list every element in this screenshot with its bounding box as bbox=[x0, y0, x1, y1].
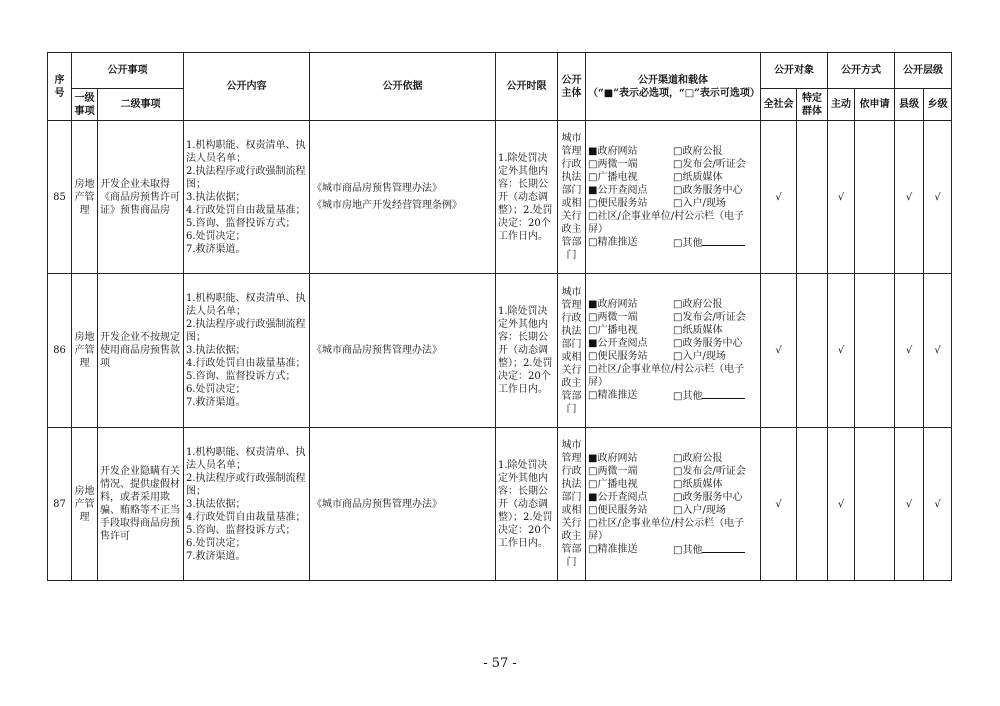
header-method-active: 主动 bbox=[828, 89, 855, 121]
content-line: 2.执法程序或行政强制流程图； bbox=[186, 319, 306, 343]
header-content: 公开内容 bbox=[184, 53, 310, 121]
row-level2: 开发企业不按规定使用商品房预售款项 bbox=[98, 274, 184, 428]
header-level2: 二级事项 bbox=[98, 89, 184, 121]
channel-option: □入户/现场 bbox=[673, 197, 726, 209]
content-line: 7.救济渠道。 bbox=[186, 550, 246, 562]
channel-other bbox=[673, 389, 758, 403]
header-method-request: 依申请 bbox=[855, 89, 895, 121]
content-line: 3.执法依据； bbox=[186, 498, 246, 510]
content-line: 6.处罚决定； bbox=[186, 537, 246, 549]
row-level1: 房地产管理 bbox=[72, 274, 98, 428]
table-row bbox=[48, 274, 952, 428]
content-line: 4.行政处罚自由裁量基准； bbox=[186, 511, 306, 523]
header-level: 公开层级 bbox=[895, 53, 952, 89]
content-line: 3.执法依据； bbox=[186, 191, 246, 203]
channel-other-label: □其他 bbox=[673, 391, 703, 402]
row-subject: 城市管理行政执法部门或相关行政主管部门 bbox=[558, 121, 586, 274]
channel-option: □发布会/听证会 bbox=[673, 465, 746, 477]
channel-option: □便民服务站 bbox=[588, 197, 648, 209]
channel-option: □两微一端 bbox=[588, 158, 638, 170]
channel-option: □广播电视 bbox=[588, 171, 638, 183]
content-line: 7.救济渠道。 bbox=[186, 397, 246, 408]
row-seq: 87 bbox=[48, 428, 72, 581]
content-line: 5.咨询、监督投诉方式； bbox=[186, 524, 296, 536]
row-subject: 城市管理行政执法部门或相关行政主管部门 bbox=[558, 274, 586, 428]
channel-option: □政务服务中心 bbox=[673, 491, 743, 503]
row-level-county: √ bbox=[895, 274, 924, 428]
channel-other-label: □其他 bbox=[673, 237, 703, 249]
row-basis bbox=[310, 121, 496, 274]
row-level-town: √ bbox=[924, 428, 952, 581]
channel-option: □政务服务中心 bbox=[673, 338, 743, 349]
row-method-active: √ bbox=[828, 274, 855, 428]
header-channel bbox=[586, 53, 761, 121]
table-row bbox=[48, 428, 952, 581]
channel-option: □两微一端 bbox=[588, 465, 638, 477]
row-method-active: √ bbox=[828, 121, 855, 274]
row-method-request bbox=[855, 121, 895, 274]
row-basis bbox=[310, 274, 496, 428]
channel-community: □社区/企事业单位/村公示栏（电子屏） bbox=[588, 517, 745, 542]
table-row bbox=[48, 121, 952, 274]
channel-option: ■政府网站 bbox=[588, 299, 638, 310]
channel-option: □便民服务站 bbox=[588, 504, 648, 516]
row-time: 1.除处罚决定外其他内容：长期公开（动态调整）；2.处罚决定：20个工作日内。 bbox=[496, 121, 558, 274]
row-level-county: √ bbox=[895, 121, 924, 274]
header-channel-title: 公开渠道和载体 bbox=[638, 74, 708, 86]
channel-community: □社区/企事业单位/村公示栏（电子屏） bbox=[588, 364, 745, 388]
row-level2: 开发企业隐瞒有关情况、提供虚假材料，或者采用欺骗、贿赂等不正当手段取得商品房预售许可 bbox=[98, 428, 184, 581]
content-line: 1.机构职能、权责清单、执法人员名单； bbox=[186, 446, 306, 471]
row-method-request bbox=[855, 428, 895, 581]
row-content bbox=[184, 428, 310, 581]
row-level1: 房地产管理 bbox=[72, 121, 98, 274]
channel-option: □便民服务站 bbox=[588, 351, 648, 362]
content-line: 5.咨询、监督投诉方式； bbox=[186, 371, 296, 382]
channel-push: □精准推送 bbox=[588, 390, 638, 401]
row-target-specific bbox=[797, 428, 828, 581]
row-target-specific bbox=[797, 274, 828, 428]
row-seq: 85 bbox=[48, 121, 72, 274]
channel-option: □发布会/听证会 bbox=[673, 312, 746, 323]
blank-underline bbox=[702, 543, 745, 553]
row-target-specific bbox=[797, 121, 828, 274]
header-time: 公开时限 bbox=[496, 53, 558, 121]
content-line: 4.行政处罚自由裁量基准； bbox=[186, 358, 306, 369]
disclosure-table bbox=[47, 52, 952, 581]
content-line: 3.执法依据； bbox=[186, 345, 246, 356]
content-line: 4.行政处罚自由裁量基准； bbox=[186, 204, 306, 216]
content-line: 7.救济渠道。 bbox=[186, 243, 246, 255]
row-method-request bbox=[855, 274, 895, 428]
channel-option: □入户/现场 bbox=[673, 504, 726, 516]
row-channels bbox=[586, 121, 761, 274]
basis-line: 《城市商品房预售管理办法》 bbox=[312, 498, 442, 510]
channel-option: □纸质媒体 bbox=[673, 171, 723, 183]
row-content bbox=[184, 274, 310, 428]
channel-option: □发布会/听证会 bbox=[673, 158, 746, 170]
basis-line: 《城市商品房预售管理办法》 bbox=[312, 183, 442, 194]
blank-underline bbox=[702, 389, 745, 399]
row-channels bbox=[586, 428, 761, 581]
channel-push: □精准推送 bbox=[588, 543, 638, 555]
channel-other bbox=[673, 543, 758, 557]
header-seq: 序号 bbox=[48, 53, 72, 121]
channel-other-label: □其他 bbox=[673, 544, 703, 556]
channel-option: □入户/现场 bbox=[673, 351, 726, 362]
channel-option: □政府公报 bbox=[673, 452, 723, 464]
header-method: 公开方式 bbox=[828, 53, 895, 89]
content-line: 6.处罚决定； bbox=[186, 230, 246, 242]
header-target: 公开对象 bbox=[761, 53, 828, 89]
channel-push: □精准推送 bbox=[588, 236, 638, 248]
content-line: 1.机构职能、权责清单、执法人员名单； bbox=[186, 293, 306, 317]
row-method-active: √ bbox=[828, 428, 855, 581]
row-level-town: √ bbox=[924, 274, 952, 428]
channel-option: ■政府网站 bbox=[588, 145, 638, 157]
header-item: 公开事项 bbox=[72, 53, 184, 89]
row-content bbox=[184, 121, 310, 274]
channel-option: □纸质媒体 bbox=[673, 478, 723, 490]
channel-option: □政府公报 bbox=[673, 145, 723, 157]
row-target-all: √ bbox=[761, 121, 797, 274]
header-channel-note: （“■”表示必选项，“□”表示可选项） bbox=[588, 87, 760, 99]
blank-underline bbox=[702, 236, 745, 246]
basis-line: 《城市房地产开发经营管理条例》 bbox=[312, 200, 462, 211]
row-time: 1.除处罚决定外其他内容：长期公开（动态调整）；2.处罚决定：20个工作日内。 bbox=[496, 428, 558, 581]
row-level1: 房地产管理 bbox=[72, 428, 98, 581]
row-level2: 开发企业未取得《商品房预售许可证》预售商品房 bbox=[98, 121, 184, 274]
row-subject: 城市管理行政执法部门或相关行政主管部门 bbox=[558, 428, 586, 581]
header-subject: 公开主体 bbox=[558, 53, 586, 121]
channel-option: ■公开查阅点 bbox=[588, 184, 648, 196]
channel-option: □政府公报 bbox=[673, 299, 723, 310]
header-level1: 一级事项 bbox=[72, 89, 98, 121]
header-target-specific: 特定群体 bbox=[797, 89, 828, 121]
header-target-all: 全社会 bbox=[761, 89, 797, 121]
row-time: 1.除处罚决定外其他内容：长期公开（动态调整）；2.处罚决定：20个工作日内。 bbox=[496, 274, 558, 428]
header-basis: 公开依据 bbox=[310, 53, 496, 121]
row-level-county: √ bbox=[895, 428, 924, 581]
row-channels bbox=[586, 274, 761, 428]
channel-option: ■政府网站 bbox=[588, 452, 638, 464]
channel-community: □社区/企事业单位/村公示栏（电子屏） bbox=[588, 210, 745, 235]
channel-option: ■公开查阅点 bbox=[588, 491, 648, 503]
content-line: 2.执法程序或行政强制流程图； bbox=[186, 472, 306, 497]
row-target-all: √ bbox=[761, 428, 797, 581]
content-line: 2.执法程序或行政强制流程图； bbox=[186, 165, 306, 190]
channel-option: □广播电视 bbox=[588, 325, 638, 336]
row-seq: 86 bbox=[48, 274, 72, 428]
content-line: 5.咨询、监督投诉方式； bbox=[186, 217, 296, 229]
row-basis bbox=[310, 428, 496, 581]
header-level-town: 乡级 bbox=[924, 89, 952, 121]
channel-option: □纸质媒体 bbox=[673, 325, 723, 336]
basis-line: 《城市商品房预售管理办法》 bbox=[312, 345, 442, 356]
content-line: 1.机构职能、权责清单、执法人员名单； bbox=[186, 139, 306, 164]
row-level-town: √ bbox=[924, 121, 952, 274]
channel-option: ■公开查阅点 bbox=[588, 338, 648, 349]
channel-option: □两微一端 bbox=[588, 312, 638, 323]
header-level-county: 县级 bbox=[895, 89, 924, 121]
row-target-all: √ bbox=[761, 274, 797, 428]
page-number: - 57 - bbox=[483, 656, 517, 671]
content-line: 6.处罚决定； bbox=[186, 384, 246, 395]
channel-option: □政务服务中心 bbox=[673, 184, 743, 196]
channel-option: □广播电视 bbox=[588, 478, 638, 490]
channel-other bbox=[673, 236, 758, 250]
